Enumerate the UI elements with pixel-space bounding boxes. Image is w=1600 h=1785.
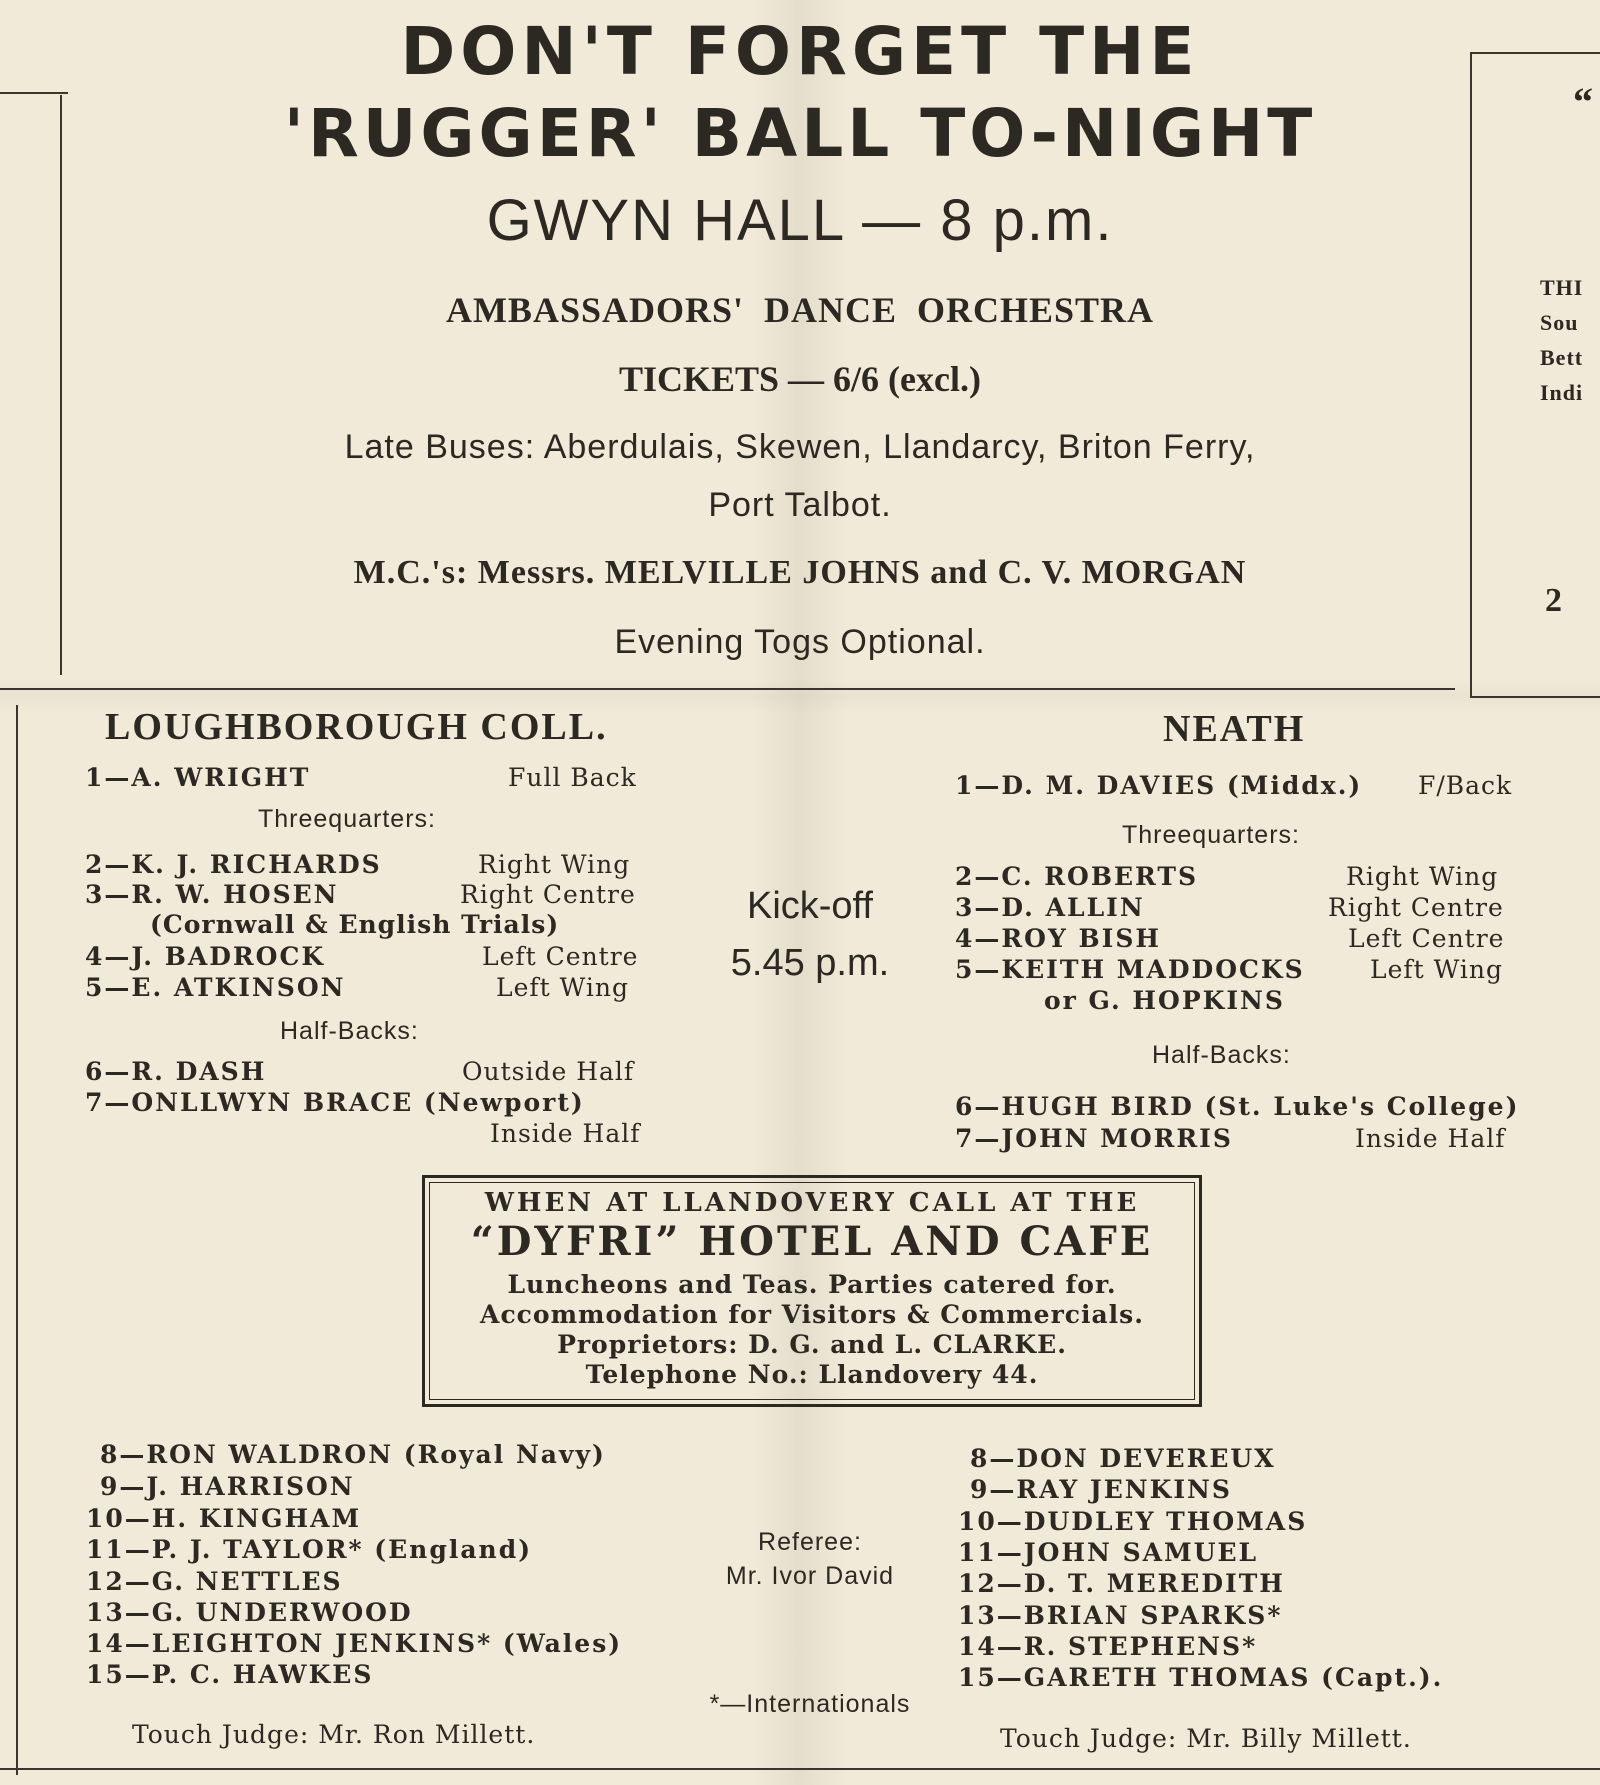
lough-player-1: 1—A. WRIGHT [85, 763, 311, 792]
ball-dress: Evening Togs Optional. [614, 623, 986, 661]
neath-player-5-alt: or G. HOPKINS [1044, 986, 1285, 1015]
side-quote-mark: “ [1573, 79, 1593, 124]
neath-forward-9: 9—RAY JENKINS [970, 1475, 1232, 1504]
hotel-advertisement [422, 1175, 1202, 1407]
neath-team-name: NEATH [1163, 708, 1306, 750]
lough-position-7: Inside Half [490, 1119, 641, 1148]
hotel-line-5: Proprietors: D. G. and L. CLARKE. [557, 1330, 1067, 1359]
ball-venue: GWYN HALL — 8 p.m. [486, 188, 1114, 253]
neath-position-7: Inside Half [1355, 1124, 1506, 1153]
side-line-4: Indi [1540, 380, 1584, 405]
top-left-rule [0, 92, 68, 94]
neath-forward-8: 8—DON DEVEREUX [970, 1444, 1276, 1473]
neath-forward-15: 15—GARETH THOMAS (Capt.). [958, 1663, 1444, 1692]
neath-position-4: Left Centre [1348, 924, 1505, 953]
ball-mcs: M.C.'s: Messrs. MELVILLE JOHNS and C. V. MORGAN [353, 554, 1247, 591]
lough-threequarters-heading: Threequarters: [258, 805, 436, 833]
side-line-2: Sou [1540, 310, 1579, 335]
lough-player-7: 7—ONLLWYN BRACE (Newport) [85, 1088, 585, 1117]
lough-player-6: 6—R. DASH [85, 1057, 267, 1086]
neath-threequarters-heading: Threequarters: [1122, 821, 1300, 849]
lough-position-1: Full Back [508, 763, 637, 792]
lough-position-6: Outside Half [462, 1057, 635, 1086]
referee-label: Referee: [758, 1528, 862, 1556]
side-line-1: THI [1540, 275, 1584, 300]
lough-position-2: Right Wing [478, 850, 631, 879]
bottom-rule [0, 1768, 1600, 1770]
lough-forward-14: 14—LEIGHTON JENKINS* (Wales) [86, 1629, 623, 1658]
ball-tickets: TICKETS — 6/6 (excl.) [618, 359, 981, 399]
neath-player-6: 6—HUGH BIRD (St. Luke's College) [955, 1092, 1520, 1121]
lough-forward-10: 10—H. KINGHAM [86, 1504, 362, 1533]
neath-player-5: 5—KEITH MADDOCKS [955, 955, 1305, 984]
neath-touch-judge: Touch Judge: Mr. Billy Millett. [1000, 1724, 1412, 1753]
lough-forward-9: 9—J. HARRISON [100, 1472, 355, 1501]
lough-player-2: 2—K. J. RICHARDS [85, 850, 382, 879]
lough-forward-11: 11—P. J. TAYLOR* (England) [86, 1535, 533, 1564]
neath-halfbacks-heading: Half-Backs: [1152, 1041, 1291, 1069]
left-box-rule [60, 95, 62, 675]
neath-position-1: F/Back [1418, 771, 1513, 800]
hotel-name: “DYFRI” HOTEL AND CAFE [470, 1218, 1154, 1265]
lough-player-4: 4—J. BADROCK [85, 942, 326, 971]
kickoff-time: 5.45 p.m. [730, 942, 890, 984]
neath-player-7: 7—JOHN MORRIS [955, 1124, 1233, 1153]
right-box-top [1472, 52, 1600, 54]
side-line-3: Bett [1540, 345, 1584, 370]
lough-forward-8: 8—RON WALDRON (Royal Navy) [100, 1440, 606, 1469]
neath-forward-13: 13—BRIAN SPARKS* [958, 1601, 1283, 1630]
ball-buses-2: Port Talbot. [708, 486, 892, 524]
hotel-line-1: WHEN AT LLANDOVERY CALL AT THE [484, 1188, 1140, 1218]
lough-halfbacks-heading: Half-Backs: [280, 1017, 419, 1045]
lough-player-3: 3—R. W. HOSEN [85, 880, 339, 909]
hotel-line-3: Luncheons and Teas. Parties catered for. [507, 1270, 1117, 1299]
kickoff-label: Kick-off [746, 885, 873, 927]
neath-forward-12: 12—D. T. MEREDITH [958, 1569, 1285, 1598]
neath-player-3: 3—D. ALLIN [955, 893, 1145, 922]
lough-touch-judge: Touch Judge: Mr. Ron Millett. [132, 1720, 536, 1749]
side-page-number: 2 [1545, 582, 1562, 619]
lough-player-5: 5—E. ATKINSON [85, 973, 346, 1002]
neath-position-2: Right Wing [1346, 862, 1499, 891]
neath-forward-11: 11—JOHN SAMUEL [958, 1538, 1259, 1567]
neath-forward-14: 14—R. STEPHENS* [958, 1632, 1258, 1661]
lough-forward-12: 12—G. NETTLES [86, 1567, 343, 1596]
neath-player-4: 4—ROY BISH [955, 924, 1161, 953]
ball-orchestra: AMBASSADORS' DANCE ORCHESTRA [445, 290, 1155, 330]
internationals-note: *—Internationals [709, 1690, 911, 1718]
neath-position-5: Left Wing [1370, 955, 1503, 984]
left-column-rule [16, 705, 18, 1775]
loughborough-team-name: LOUGHBOROUGH COLL. [105, 706, 608, 748]
lough-player-3-note: (Cornwall & English Trials) [150, 910, 560, 939]
lough-position-5: Left Wing [496, 973, 629, 1002]
ball-buses-1: Late Buses: Aberdulais, Skewen, Llandarcy, Briton Ferry, [344, 428, 1256, 466]
neath-position-3: Right Centre [1328, 893, 1504, 922]
lough-forward-15: 15—P. C. HAWKES [86, 1660, 374, 1689]
ball-headline-2: 'RUGGER' BALL TO-NIGHT [283, 95, 1317, 172]
lough-position-3: Right Centre [460, 880, 636, 909]
right-box-left [1470, 52, 1472, 698]
hotel-line-6: Telephone No.: Llandovery 44. [585, 1360, 1039, 1389]
right-box-bottom [1470, 696, 1600, 698]
neath-player-2: 2—C. ROBERTS [955, 862, 1198, 891]
referee-name: Mr. Ivor David [725, 1562, 895, 1590]
neath-forward-10: 10—DUDLEY THOMAS [958, 1507, 1308, 1536]
ball-headline-1: DON'T FORGET THE [400, 13, 1200, 90]
lough-forward-13: 13—G. UNDERWOOD [86, 1598, 413, 1627]
lough-position-4: Left Centre [482, 942, 639, 971]
neath-player-1: 1—D. M. DAVIES (Middx.) [955, 771, 1363, 800]
hotel-line-4: Accommodation for Visitors & Commercials. [480, 1300, 1144, 1329]
section-divider [0, 688, 1455, 690]
